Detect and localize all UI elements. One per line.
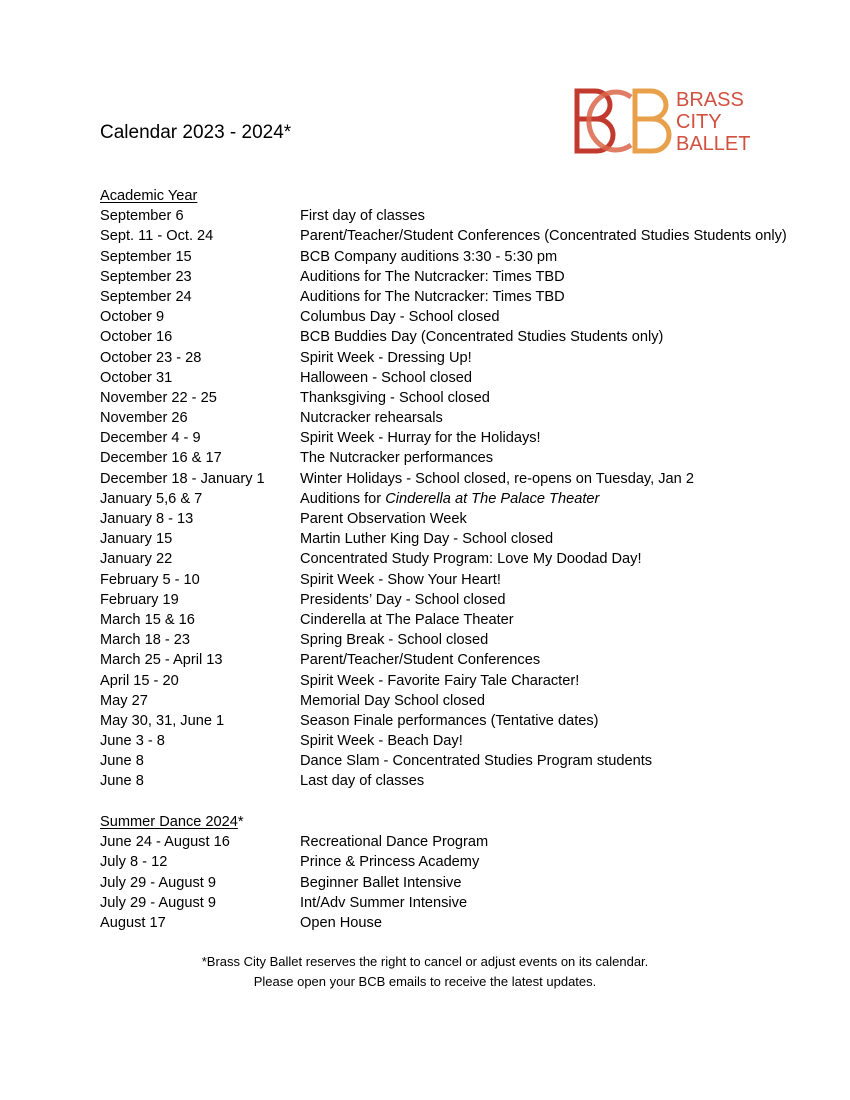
academic-year-list: [100, 206, 787, 791]
event-description: [300, 852, 479, 872]
calendar-row: [100, 509, 787, 529]
event-text: Spring Break - School closed: [300, 632, 489, 649]
logo-line-3: BALLET: [676, 133, 751, 155]
calendar-row: [100, 348, 787, 368]
calendar-row: [100, 247, 787, 267]
event-description: [300, 893, 467, 913]
event-description: [300, 368, 472, 388]
event-date: June 8: [100, 773, 144, 790]
event-text: Int/Adv Summer Intensive: [300, 894, 468, 911]
event-text: Columbus Day - School closed: [300, 309, 500, 326]
footnote-line-1: *Brass City Ballet reserves the right to cancel or adjust events on its calendar.: [201, 954, 649, 969]
calendar-row: [100, 832, 488, 852]
event-date: October 9: [100, 309, 165, 326]
calendar-row: [100, 771, 787, 791]
event-date: June 3 - 8: [100, 733, 165, 750]
calendar-row: [100, 408, 787, 428]
event-text: Auditions for The Nutcracker: Times TBD: [300, 288, 565, 305]
event-description: [300, 348, 472, 368]
event-date: May 27: [100, 692, 148, 709]
event-text: Spirit Week - Show Your Heart!: [300, 571, 501, 588]
event-text: Parent Observation Week: [300, 511, 467, 527]
event-text: Spirit Week - Favorite Fairy Tale Character!: [300, 672, 580, 689]
event-date: January 15: [100, 531, 173, 548]
event-text: Beginner Ballet Intensive: [300, 874, 462, 891]
calendar-row: [100, 489, 787, 509]
summer-dance-list: [100, 832, 488, 933]
calendar-row: [100, 630, 787, 650]
event-text: Halloween - School closed: [300, 369, 472, 386]
page-title: Calendar 2023 - 2024*: [100, 122, 292, 143]
event-description: [300, 711, 599, 731]
event-description: [300, 408, 443, 428]
calendar-row: [100, 287, 787, 307]
event-description: [300, 307, 500, 327]
event-description: [300, 469, 694, 489]
event-date: June 8: [100, 753, 144, 770]
event-date: July 29 - August 9: [100, 874, 217, 891]
event-description: [300, 751, 652, 771]
calendar-row: [100, 469, 787, 489]
event-description: [300, 731, 463, 751]
event-date: June 24 - August 16: [100, 834, 230, 851]
calendar-row: [100, 671, 787, 691]
calendar-row: [100, 913, 488, 933]
event-description: [300, 873, 461, 893]
calendar-row: [100, 448, 787, 468]
event-description: [300, 549, 642, 569]
event-description: [300, 570, 501, 590]
event-description: [300, 226, 787, 246]
event-date: December 18 - January 1: [100, 470, 265, 487]
event-description: [300, 489, 599, 509]
event-date: March 25 - April 13: [100, 652, 223, 669]
event-text: Concentrated Study Program: Love My Doodad Day!: [300, 551, 642, 568]
event-description: [300, 206, 425, 226]
event-date: Sept. 11 - Oct. 24: [100, 228, 214, 245]
event-date: September 24: [100, 288, 192, 305]
summer-dance-section: [100, 812, 488, 933]
logo-line-2: CITY: [676, 111, 722, 133]
event-description: [300, 630, 488, 650]
calendar-row: [100, 307, 787, 327]
event-text: Memorial Day School closed: [300, 692, 485, 709]
event-text: Presidents’ Day - School closed: [300, 591, 506, 608]
calendar-row: [100, 226, 787, 246]
event-description: [300, 327, 663, 347]
event-date: March 18 - 23: [100, 632, 191, 649]
event-description: [300, 771, 424, 791]
event-date: October 31: [100, 369, 173, 386]
event-description: [300, 671, 579, 691]
calendar-row: [100, 388, 787, 408]
event-date: February 5 - 10: [100, 571, 200, 588]
event-date: December 4 - 9: [100, 430, 201, 447]
event-text: Auditions for The Nutcracker: Times TBD: [300, 268, 565, 285]
calendar-row: [100, 731, 787, 751]
event-date: July 8 - 12: [100, 854, 168, 871]
event-description: [300, 832, 488, 852]
event-description: [300, 287, 565, 307]
event-date: September 23: [100, 268, 192, 285]
event-date: September 6: [100, 208, 184, 225]
calendar-row: [100, 873, 488, 893]
event-date: July 29 - August 9: [100, 894, 217, 911]
calendar-row: [100, 549, 787, 569]
event-description: [300, 428, 541, 448]
event-date: January 8 - 13: [100, 511, 194, 527]
event-description: [300, 388, 490, 408]
calendar-row: [100, 206, 787, 226]
footnote-line-2: Please open your BCB emails to receive the latest updates.: [253, 973, 597, 989]
event-date: September 15: [100, 248, 192, 265]
calendar-row: [100, 610, 787, 630]
event-text: Spirit Week - Dressing Up!: [300, 349, 472, 366]
academic-year-heading-text: Academic Year: [100, 188, 198, 204]
event-date: October 16: [100, 329, 173, 346]
summer-dance-heading-text: Summer Dance 2024: [100, 814, 238, 830]
event-date: February 19: [100, 591, 179, 608]
event-text: BCB Company auditions 3:30 - 5:30 pm: [300, 248, 558, 265]
academic-year-heading: [100, 186, 787, 206]
event-text: Thanksgiving - School closed: [300, 389, 490, 406]
event-text: Winter Holidays - School closed, re-opens on Tuesday, Jan 2: [300, 470, 694, 487]
footnote: [0, 952, 850, 991]
event-date: December 16 & 17: [100, 450, 222, 467]
event-text: Spirit Week - Hurray for the Holidays!: [300, 430, 541, 447]
event-description: [300, 247, 557, 267]
event-text: Dance Slam - Concentrated Studies Program students: [300, 753, 653, 770]
calendar-row: [100, 751, 787, 771]
event-description: [300, 448, 493, 468]
event-date: October 23 - 28: [100, 349, 202, 366]
calendar-row: [100, 267, 787, 287]
event-text: Last day of classes: [300, 773, 425, 790]
event-description: [300, 650, 540, 670]
event-text: Spirit Week - Beach Day!: [300, 733, 463, 750]
event-date: May 30, 31, June 1: [100, 712, 225, 729]
calendar-row: [100, 570, 787, 590]
academic-year-section: [100, 186, 787, 792]
event-date: January 22: [100, 551, 173, 568]
event-text: BCB Buddies Day (Concentrated Studies Students only): [300, 329, 664, 346]
event-date: November 26: [100, 410, 188, 427]
calendar-row: [100, 529, 787, 549]
event-text: Martin Luther King Day - School closed: [300, 531, 554, 548]
event-description: [300, 590, 506, 610]
event-description: [300, 529, 553, 549]
event-title-italic: Cinderella at The Palace Theater: [385, 490, 600, 507]
event-description: [300, 913, 382, 933]
calendar-row: [100, 650, 787, 670]
calendar-row: [100, 327, 787, 347]
summer-dance-heading-asterisk: *: [237, 814, 244, 830]
event-text: Parent/Teacher/Student Conferences: [300, 652, 541, 669]
calendar-row: [100, 691, 787, 711]
calendar-row: [100, 711, 787, 731]
brass-city-ballet-logo: [573, 86, 763, 156]
event-description: [300, 691, 485, 711]
event-date: April 15 - 20: [100, 672, 179, 689]
calendar-row: [100, 368, 787, 388]
event-text: Parent/Teacher/Student Conferences (Concentrated Studies Students only): [300, 228, 787, 245]
logo-line-1: BRASS: [676, 89, 744, 111]
event-text: Prince & Princess Academy: [300, 854, 480, 871]
calendar-row: [100, 590, 787, 610]
event-text: Auditions for: [300, 490, 386, 507]
summer-dance-heading: [100, 812, 488, 832]
event-text: The Nutcracker performances: [300, 450, 494, 467]
event-description: [300, 610, 514, 630]
event-description: [300, 509, 467, 529]
event-date: August 17: [100, 914, 166, 931]
event-text: Nutcracker rehearsals: [300, 410, 443, 427]
calendar-row: [100, 852, 488, 872]
event-text: Cinderella at The Palace Theater: [300, 611, 514, 628]
event-date: January 5,6 & 7: [100, 490, 203, 507]
event-text: Recreational Dance Program: [300, 834, 489, 851]
event-description: [300, 267, 565, 287]
event-text: Open House: [300, 914, 382, 931]
event-text: First day of classes: [300, 208, 425, 225]
calendar-row: [100, 893, 488, 913]
calendar-row: [100, 428, 787, 448]
event-date: November 22 - 25: [100, 389, 217, 406]
event-text: Season Finale performances (Tentative dates): [300, 712, 599, 729]
event-date: March 15 & 16: [100, 611, 195, 628]
